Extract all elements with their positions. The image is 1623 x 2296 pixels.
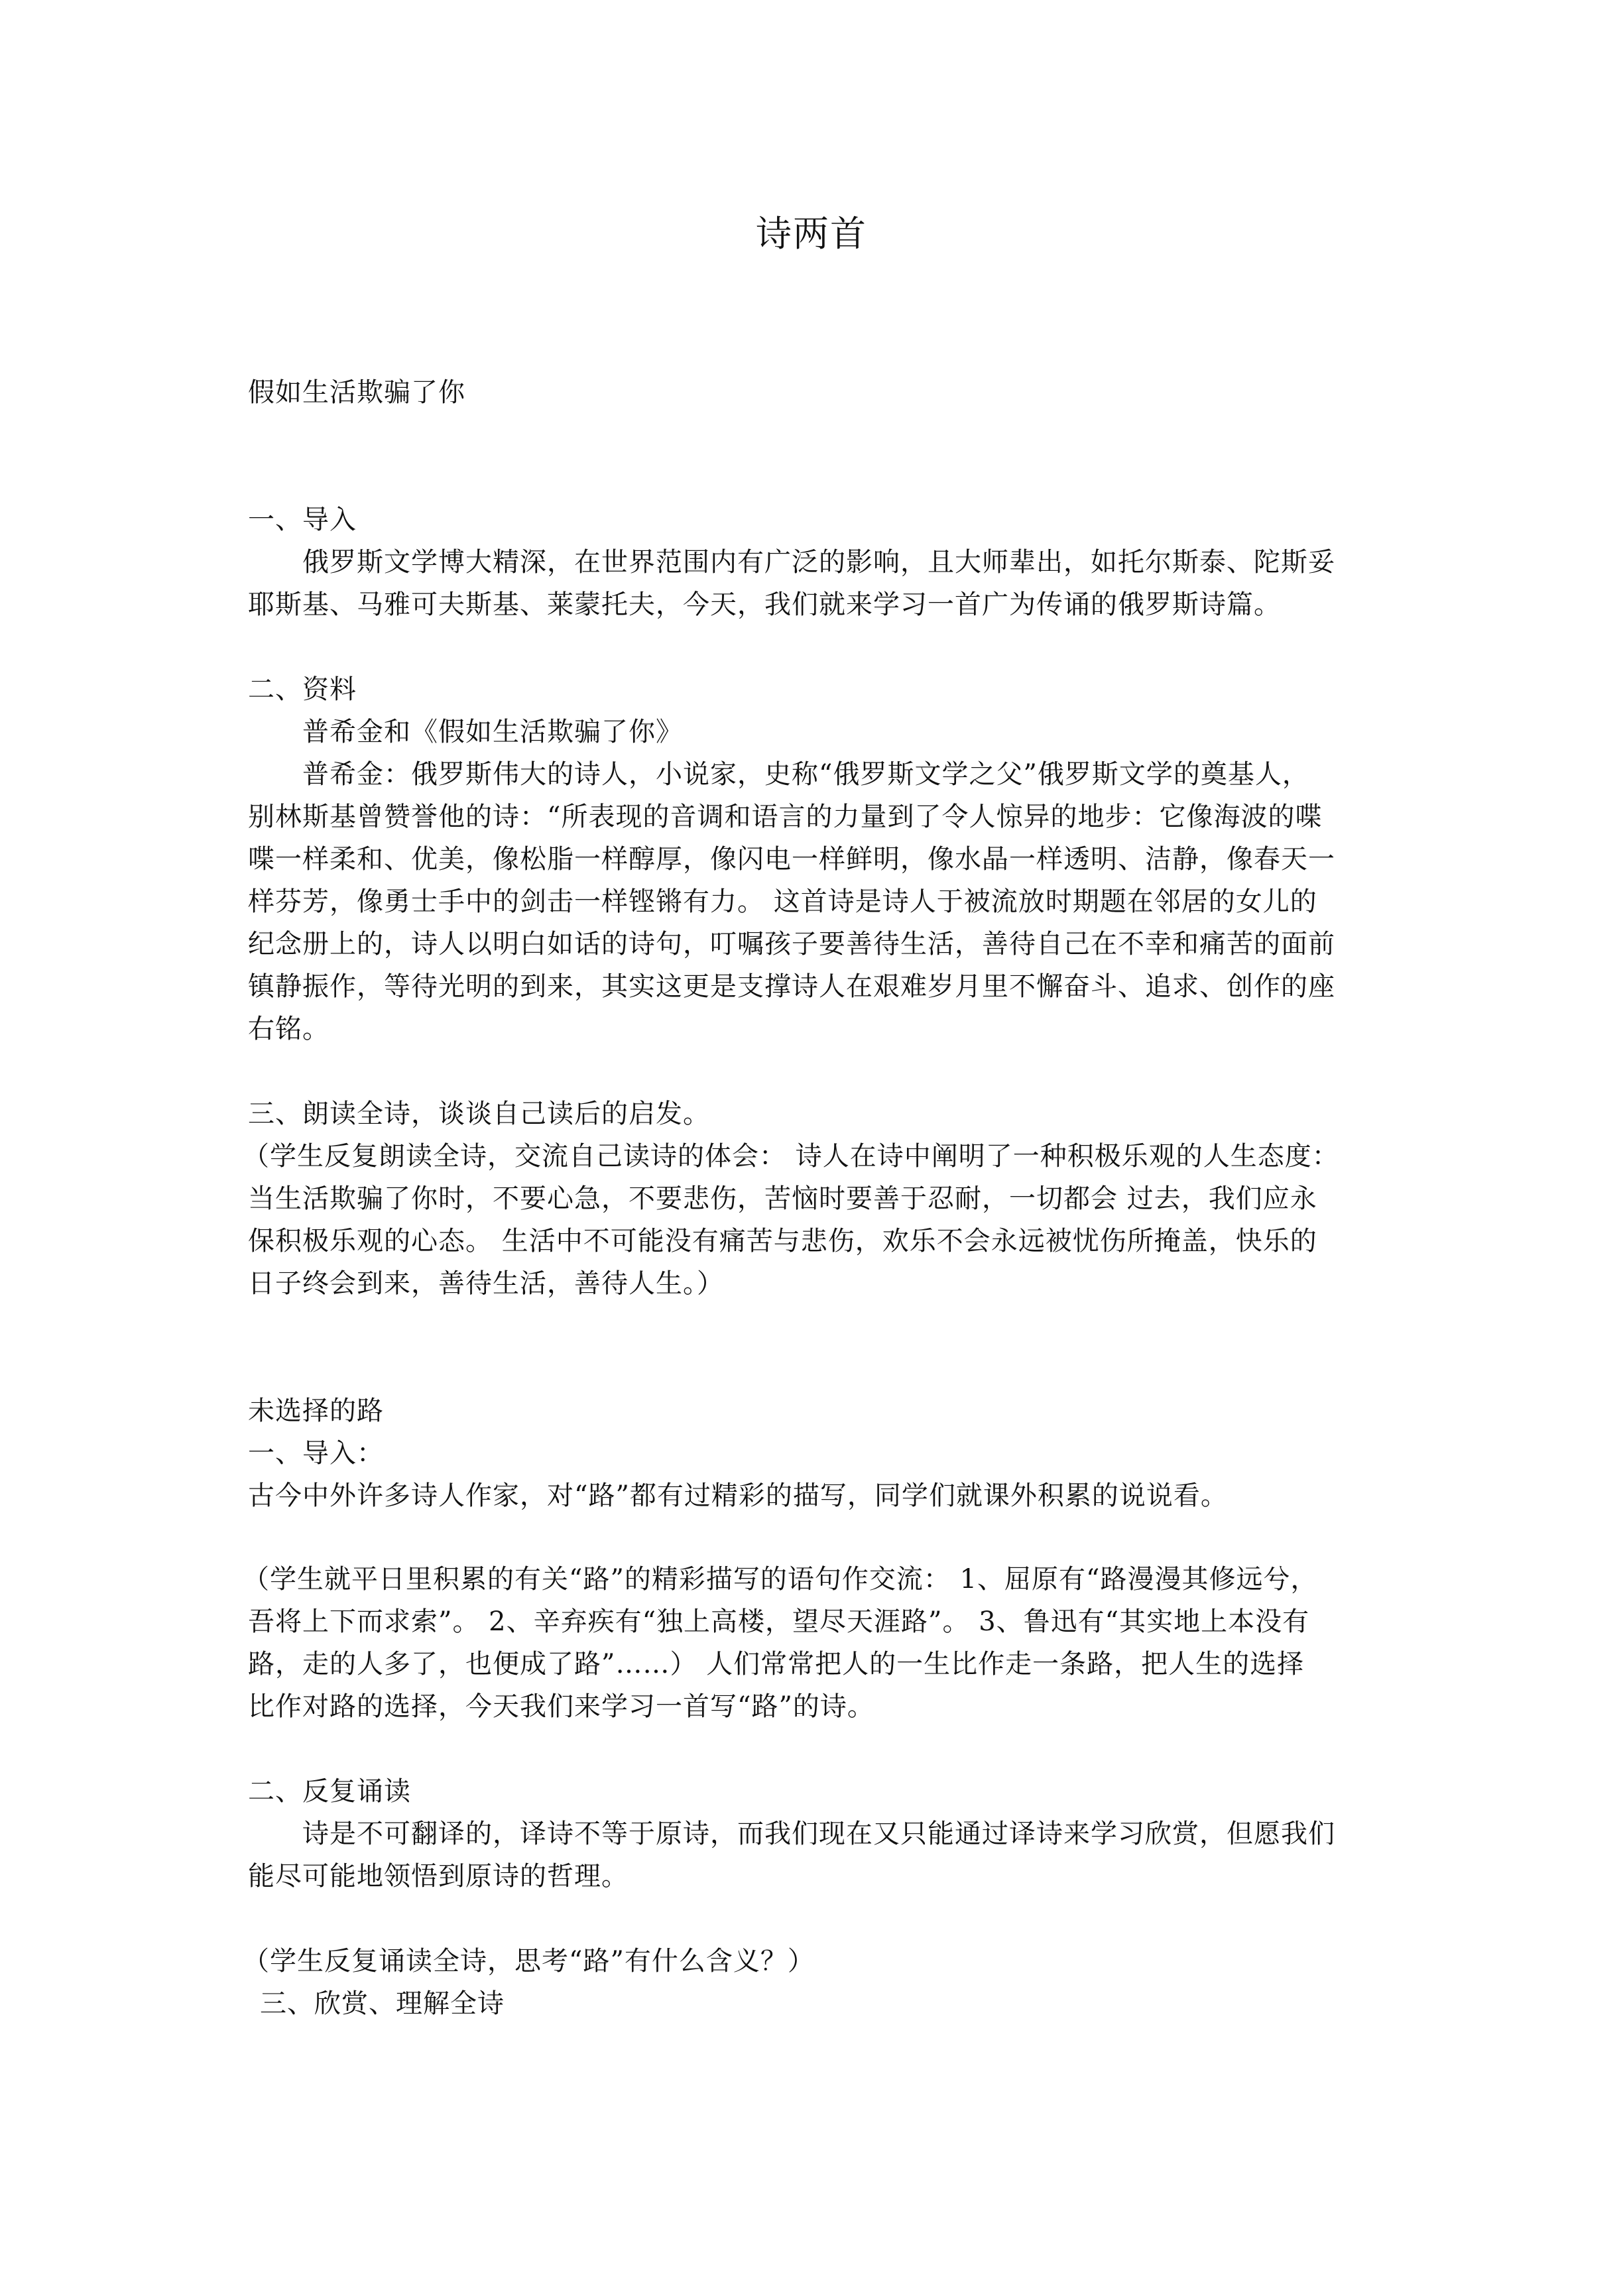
poem1-section2-line: 别林斯基曾赞誉他的诗：“所表现的音调和语言的力量到了令人惊异的地步：它像海波的喋 <box>248 802 1323 832</box>
poem1-section2-line: 普希金：俄罗斯伟大的诗人，小说家，史称“俄罗斯文学之父”俄罗斯文学的奠基人， <box>302 759 1309 790</box>
poem1-heading: 假如生活欺骗了你 <box>248 377 465 408</box>
poem1-section2-line: 纪念册上的，诗人以明白如话的诗句，叮嘱孩子要善待生活，善待自己在不幸和痛苦的面前 <box>248 929 1335 959</box>
poem1-section3-line: 日子终会到来，善待生活，善待人生。） <box>248 1268 724 1299</box>
page-title: 诗两首 <box>756 213 867 255</box>
poem1-section1-heading: 一、导入 <box>248 505 357 535</box>
poem1-section3-line: 保积极乐观的心态。 生活中不可能没有痛苦与悲伤，欢乐不会永远被忧伤所掩盖，快乐的 <box>248 1226 1317 1256</box>
poem1-section1-line: 俄罗斯文学博大精深，在世界范围内有广泛的影响，且大师辈出，如托尔斯泰、陀斯妥 <box>302 547 1335 577</box>
poem1-section2-subheading: 普希金和《假如生活欺骗了你》 <box>302 717 683 747</box>
poem1-section1-line: 耶斯基、马雅可夫斯基、莱蒙托夫，今天，我们就来学习一首广为传诵的俄罗斯诗篇。 <box>248 589 1281 620</box>
poem1-section2-line: 镇静振作，等待光明的到来，其实这更是支撑诗人在艰难岁月里不懈奋斗、追求、创作的座 <box>248 971 1335 1002</box>
poem2-section1-paren-line: 吾将上下而求索”。 2、辛弃疾有“独上高楼，望尽天涯路”。 3、鲁迅有“其实地上本没有 <box>248 1606 1310 1637</box>
poem2-section1-paren-line: 比作对路的选择，今天我们来学习一首写“路”的诗。 <box>248 1691 874 1722</box>
poem1-section3-line: （学生反复朗读全诗，交流自己读诗的体会： 诗人在诗中阐明了一种积极乐观的人生态度： <box>243 1141 1339 1172</box>
poem2-section2-line: 诗是不可翻译的，译诗不等于原诗，而我们现在又只能通过译诗来学习欣赏，但愿我们 <box>302 1819 1335 1849</box>
poem2-section2-line: 能尽可能地领悟到原诗的哲理。 <box>248 1861 629 1892</box>
poem2-section1-line: 古今中外许多诗人作家，对“路”都有过精彩的描写，同学们就课外积累的说说看。 <box>248 1480 1228 1511</box>
poem1-section2-line: 喋一样柔和、优美，像松脂一样醇厚，像闪电一样鲜明，像水晶一样透明、洁静，像春天一 <box>248 844 1335 875</box>
poem2-section1-paren-line: 路，走的人多了，也便成了路”……） 人们常常把人的一生比作走一条路，把人生的选择 <box>248 1649 1305 1679</box>
poem1-section3-line: 当生活欺骗了你时，不要心急，不要悲伤，苦恼时要善于忍耐，一切都会 过去，我们应永 <box>248 1183 1317 1214</box>
poem1-section2-heading: 二、资料 <box>248 674 357 705</box>
poem1-section3-heading: 三、朗读全诗，谈谈自己读后的启发。 <box>248 1099 710 1129</box>
poem2-section2-paren-line: （学生反复诵读全诗，思考“路”有什么含义？） <box>243 1946 815 1976</box>
poem1-section2-line: 样芬芳，像勇士手中的剑击一样铿锵有力。 这首诗是诗人于被流放时期题在邻居的女儿的 <box>248 886 1317 917</box>
poem2-section3-heading: 三、欣赏、理解全诗 <box>260 1988 505 2019</box>
poem2-section1-heading: 一、导入： <box>248 1438 384 1469</box>
poem2-heading: 未选择的路 <box>248 1396 384 1426</box>
poem2-section2-heading: 二、反复诵读 <box>248 1776 411 1807</box>
poem1-section2-line: 右铭。 <box>248 1014 330 1044</box>
poem2-section1-paren-line: （学生就平日里积累的有关“路”的精彩描写的语句作交流： 1、屈原有“路漫漫其修远兮， <box>243 1564 1318 1595</box>
